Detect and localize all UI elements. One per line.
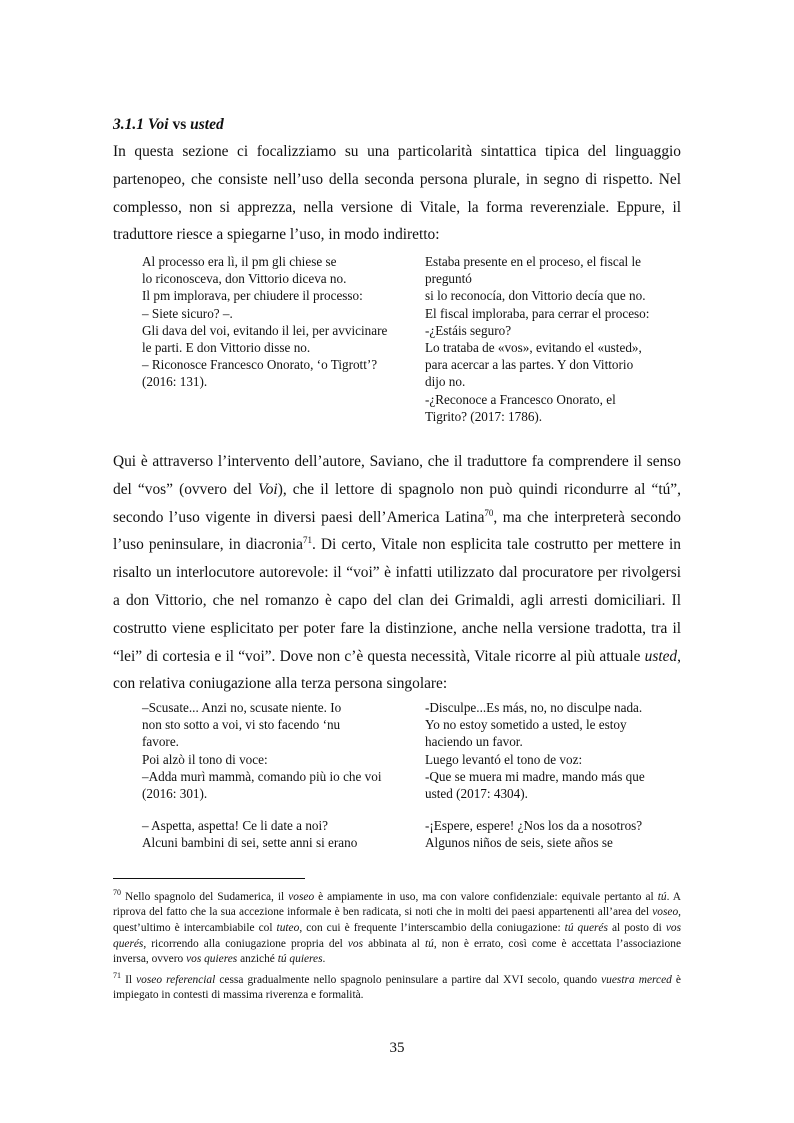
example-line: preguntó (425, 271, 472, 287)
analysis-text-1: Qui è attraverso l’intervento dell’autore, Saviano, che il traduttore fa comprendere il senso del “vos” (ovvero del (113, 453, 681, 498)
example-line: – Siete sicuro? –. (142, 305, 233, 321)
example-line: Alcuni bambini di sei, sette anni si erano (142, 835, 358, 851)
heading-number: 3.1.1 (113, 116, 144, 133)
footnote-text: , non è errato, così come è accettata l’associazione inversa, ovvero (113, 937, 682, 966)
intro-paragraph: In questa sezione ci focalizziamo su una particolarità sintattica tipica del linguaggio partenopeo, che consiste nell’uso della seconda persona plurale, in segno di rispetto. Nel complesso, non si apprezza, nella versione di Vitale, la forma reverenziale. Eppure, il traduttore riesce a spiegarne l’uso, in modo indiretto: (113, 143, 681, 244)
example-line: lo riconosceva, don Vittorio diceva no. (142, 271, 347, 287)
footnote-term: tú (425, 937, 434, 950)
example-line: non sto sotto a voi, vi sto facendo ‘nu (142, 717, 341, 733)
example1-spanish (425, 253, 649, 425)
footnote-term: vos (347, 937, 364, 950)
analysis-paragraph (113, 448, 681, 698)
footnotes (113, 885, 681, 1004)
example-line: -¿Estáis seguro? (425, 322, 512, 338)
example-line: -Que se muera mi madre, mando más que (425, 768, 645, 784)
analysis-voi: Voi (258, 480, 278, 498)
footnote-term: tuteo (276, 921, 300, 934)
footnote-number: 70 (113, 888, 121, 897)
footnote-term: tú quieres (277, 953, 323, 966)
footnote-term: tú (657, 890, 667, 903)
footnote-text: . (322, 953, 326, 966)
footnote-text: anziché (237, 953, 278, 966)
footnote-71 (113, 968, 681, 1004)
example-line: Algunos niños de seis, siete años se (425, 835, 613, 851)
example-line: Poi alzò il tono di voce: (142, 751, 268, 767)
footnote-term: tú querés (564, 921, 608, 934)
example-line: para acercar a las partes. Y don Vittorio (425, 357, 634, 373)
example-line: Gli dava del voi, evitando il lei, per avvicinare (142, 322, 388, 338)
example-line: Al processo era lì, il pm gli chiese se (142, 254, 337, 269)
section-heading (113, 116, 224, 134)
heading-vs: vs (172, 116, 187, 133)
analysis-text-5: , con relativa coniugazione alla terza persona singolare: (113, 647, 681, 693)
example-line: dijo no. (425, 374, 466, 390)
example-line: Tigrito? (2017: 1786). (425, 408, 543, 424)
example-line: -¿Reconoce a Francesco Onorato, el (425, 391, 616, 407)
example-line: –Adda murì mammà, comando più io che voi (142, 768, 382, 784)
heading-word-voi: Voi (147, 116, 169, 133)
footnote-divider (113, 878, 305, 879)
footnote-text: è ampiamente in uso, ma con valore confidenziale: equivale pertanto al (314, 890, 658, 903)
footnote-70 (113, 885, 681, 968)
page-number: 35 (389, 1040, 405, 1056)
footnote-term: voseo (288, 890, 315, 903)
footnote-text: . A riprova del fatto che la sua accezione informale è ben radicata, si noti che in molti dei paesi appartenenti all’area del (113, 890, 681, 919)
footnote-ref-71[interactable]: 71 (302, 535, 312, 546)
example-line: haciendo un favor. (425, 734, 523, 750)
example-line: – Riconosce Francesco Onorato, ‘o Tigrott’? (142, 357, 378, 373)
example-line: favore. (142, 734, 179, 750)
example-line: Yo no estoy sometido a usted, le estoy (425, 717, 627, 733)
footnote-text: , ricorrendo alla coniugazione propria del (143, 937, 348, 950)
example3-italian (142, 817, 357, 851)
example-line: – Aspetta, aspetta! Ce li date a noi? (142, 818, 329, 833)
footnote-text: cessa gradualmente nello spagnolo peninsulare a partire dal XVI secolo, quando (215, 973, 602, 986)
example-line: El fiscal imploraba, para cerrar el proceso: (425, 305, 650, 321)
footnote-term: vos quieres (186, 953, 238, 966)
analysis-text-3: , ma che interpreterà secondo l’uso peninsulare, in diacronia (113, 508, 681, 554)
footnote-text: Nello spagnolo del Sudamerica, il (121, 890, 289, 903)
example2-spanish (425, 699, 645, 802)
example-line: -Disculpe...Es más, no, no disculpe nada. (425, 700, 643, 715)
example-line: (2016: 301). (142, 786, 208, 802)
example-line: -¡Espere, espere! ¿Nos los da a nosotros? (425, 818, 643, 833)
footnote-term: voseo (652, 906, 679, 919)
example-line: Estaba presente en el proceso, el fiscal le (425, 254, 642, 269)
example-line: Lo trataba de «vos», evitando el «usted», (425, 340, 642, 356)
footnote-term: vuestra merced (601, 973, 672, 986)
example-line: usted (2017: 4304). (425, 786, 528, 802)
analysis-usted: usted (644, 647, 678, 665)
footnote-term: vos querés (113, 921, 681, 950)
footnote-text: abbinata al (363, 937, 425, 950)
example3-spanish (425, 817, 642, 851)
analysis-text-2: ), che il lettore di spagnolo non può quindi ricondurre al “tú”, secondo l’uso vigente in diversi paesi dell’America Latina (113, 480, 681, 526)
example-line: Il pm implorava, per chiudere il processo: (142, 288, 363, 304)
footnote-text: , con cui è frequente l’interscambio della coniugazione: (299, 921, 565, 934)
example-line: (2016: 131). (142, 374, 208, 390)
footnote-text: al posto di (607, 921, 666, 934)
example-line: le parti. E don Vittorio disse no. (142, 340, 311, 356)
analysis-text-4: . Di certo, Vitale non esplicita tale costrutto per mettere in risalto un interlocutore autorevole: il “voi” è infatti utilizzato dal procuratore per rivolgersi a don Vittorio, che nel romanzo è capo del clan dei Grimaldi, agli arresti domiciliari. Il costrutto viene esplicitato per poter fare la distinzione, anche nella versione tradotta, tra il “lei” di cortesia e il “voi”. Dove non c’è questa necessità, Vitale ricorre al più attuale (113, 536, 681, 665)
example-line: –Scusate... Anzi no, scusate niente. Io (142, 700, 342, 715)
example-line: si lo reconocía, don Vittorio decía que no. (425, 288, 646, 304)
footnote-text: , quest’ultimo è intercambiabile col (113, 906, 681, 934)
footnote-term: voseo referencial (136, 973, 216, 986)
footnote-text: è impiegato in contesti di massima riverenza e formalità. (113, 973, 681, 1002)
example-line: Luego levantó el tono de voz: (425, 751, 583, 767)
example2-italian (142, 699, 382, 802)
heading-word-usted: usted (190, 116, 224, 133)
example1-italian (142, 253, 387, 391)
footnote-text: Il (121, 973, 137, 986)
footnote-number: 71 (113, 970, 121, 980)
footnote-ref-70[interactable]: 70 (484, 507, 494, 518)
